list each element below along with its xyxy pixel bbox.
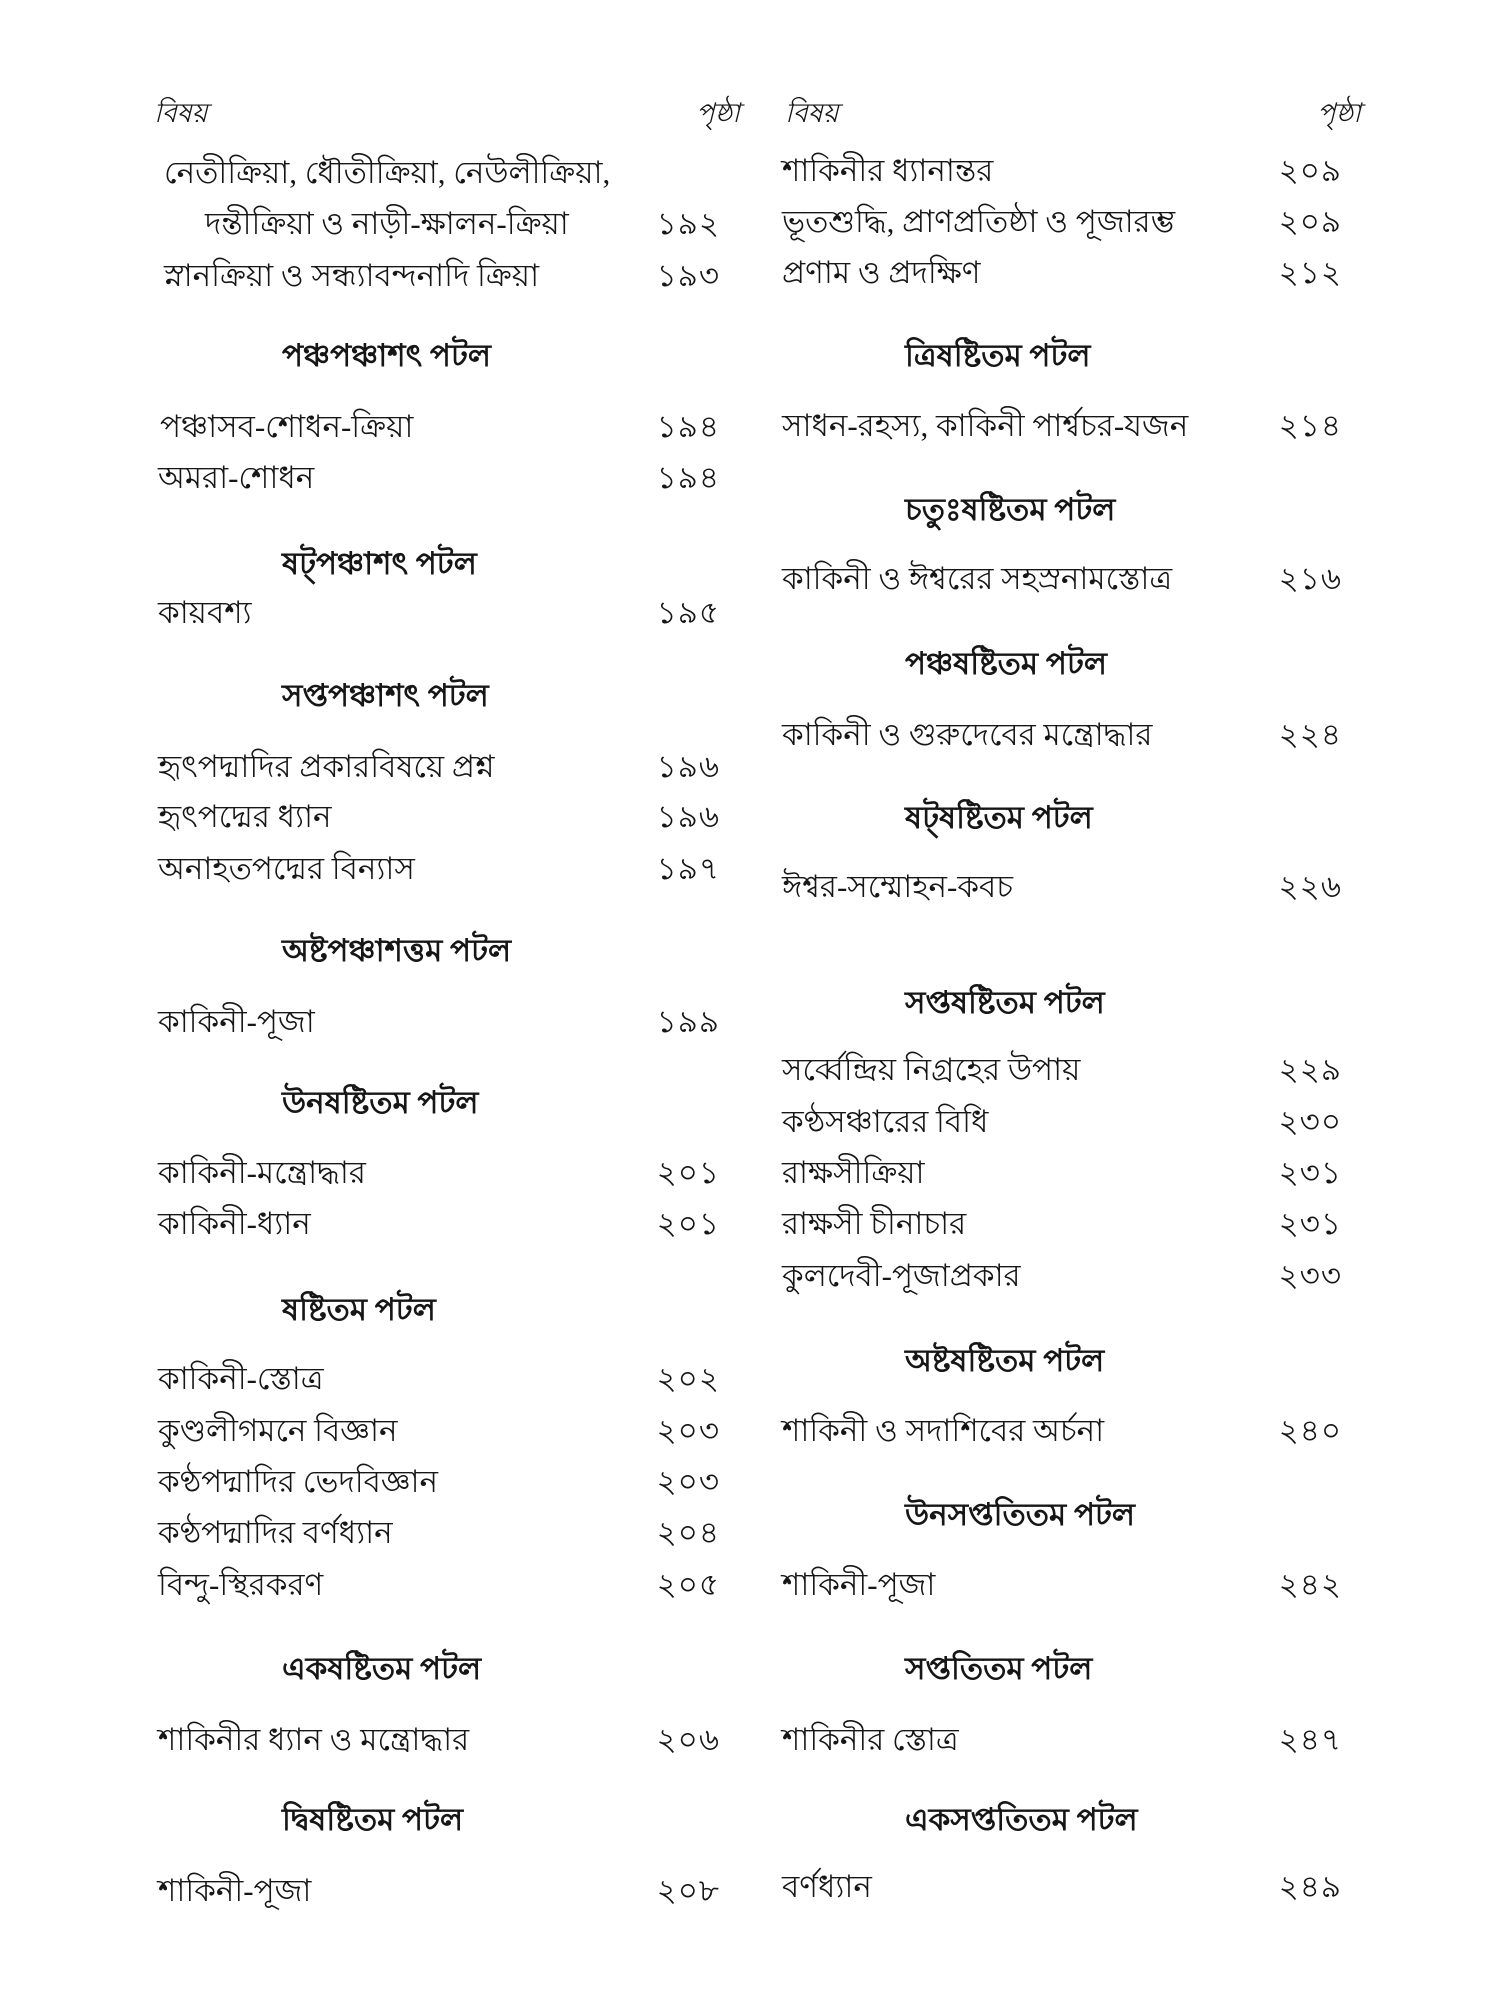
- section-heading: উনসপ্ততিতম পটল: [905, 1497, 1135, 1532]
- entry-title: কাকিনী-পূজা: [158, 1004, 315, 1039]
- toc-entry: [158, 256, 720, 296]
- entry-title: কাকিনী ও ঈশ্বরের সহস্রনামস্তোত্র: [782, 561, 1173, 596]
- entry-title: পঞ্চাসব-শোধন-ক্রিয়া: [160, 409, 414, 444]
- toc-entry: [782, 1153, 1342, 1193]
- toc-entry-line: [158, 204, 720, 244]
- entry-title: কাকিনী ও গুরুদেবের মন্ত্রোদ্ধার: [782, 717, 1153, 752]
- toc-entry: [782, 1204, 1342, 1244]
- entry-page-number: ২৩০: [1278, 1104, 1342, 1139]
- entry-page-number: ২৩১: [1278, 1155, 1342, 1190]
- toc-entry: [158, 1871, 720, 1911]
- entry-title: রাক্ষসীক্রিয়া: [782, 1155, 925, 1190]
- toc-entry: [158, 458, 720, 498]
- entry-title: সর্ব্বেন্দ্রিয় নিগ্রহের উপায়: [782, 1052, 1081, 1087]
- toc-entry: [782, 202, 1342, 242]
- toc-entry: [158, 593, 720, 633]
- entry-page-number: ২২৯: [1278, 1052, 1342, 1087]
- entry-title: শাকিনীর ধ্যানান্তর: [782, 153, 994, 188]
- entry-page-number: ২০৪: [656, 1515, 720, 1550]
- toc-entry: [782, 1867, 1342, 1907]
- toc-entry: [782, 1720, 1342, 1760]
- entry-page-number: ২৩৩: [1278, 1258, 1342, 1293]
- entry-page-number: ২০২: [656, 1361, 720, 1396]
- toc-entry: [782, 151, 1342, 191]
- entry-title: অনাহতপদ্মের বিন্যাস: [158, 851, 415, 886]
- entry-page-number: ২৪০: [1278, 1413, 1342, 1448]
- toc-entry: [158, 1359, 720, 1399]
- toc-entry: [158, 1411, 720, 1451]
- entry-page-number: ২৪৭: [1278, 1722, 1342, 1757]
- entry-title: কাকিনী-মন্ত্রোদ্ধার: [158, 1155, 366, 1190]
- toc-entry: [782, 253, 1342, 293]
- entry-page-number: ১৯৬: [656, 799, 720, 834]
- entry-title: বর্ণধ্যান: [782, 1869, 872, 1904]
- entry-page-number: ২১৪: [1278, 408, 1342, 443]
- entry-page-number: ২১২: [1278, 255, 1342, 290]
- column-header: [154, 93, 740, 133]
- toc-entry-line: [158, 153, 720, 193]
- section-heading: পঞ্চষষ্টিতম পটল: [905, 646, 1107, 681]
- entry-page-number: ২০১: [656, 1206, 720, 1241]
- section-heading: সপ্তপঞ্চাশৎ পটল: [282, 678, 489, 713]
- toc-entry: [158, 747, 720, 787]
- column-header-subject: বিষয়: [785, 98, 839, 128]
- toc-entry: [782, 1256, 1342, 1296]
- entry-title: কায়বশ্য: [158, 595, 252, 630]
- toc-entry: [158, 1002, 720, 1042]
- entry-title: নেতীক্রিয়া, ধৌতীক্রিয়া, নেউলীক্রিয়া,: [164, 155, 611, 190]
- entry-page-number: ১৯৪: [656, 460, 720, 495]
- entry-page-number: ১৯৯: [656, 1004, 720, 1039]
- toc-entry: [782, 867, 1342, 907]
- entry-title: কণ্ঠসঞ্চারের বিধি: [782, 1104, 989, 1139]
- entry-page-number: ২০৯: [1278, 204, 1342, 239]
- entry-page-number: ২০৯: [1278, 153, 1342, 188]
- entry-title: কুণ্ডলীগমনে বিজ্ঞান: [158, 1413, 398, 1448]
- section-heading: অষ্টষষ্টিতম পটল: [905, 1343, 1105, 1378]
- entry-title: হৃৎপদ্মের ধ্যান: [158, 799, 332, 834]
- right-column: [750, 0, 1500, 2000]
- entry-title: ঈশ্বর-সম্মোহন-কবচ: [782, 869, 1014, 904]
- toc-entry: [782, 1411, 1342, 1451]
- entry-page-number: ২২৪: [1278, 717, 1342, 752]
- section-heading: অষ্টপঞ্চাশত্তম পটল: [282, 933, 512, 968]
- toc-entry: [158, 1153, 720, 1193]
- section-heading: একসপ্ততিতম পটল: [905, 1802, 1138, 1837]
- entry-page-number: ২০৫: [656, 1567, 720, 1602]
- entry-page-number: ২০৩: [656, 1413, 720, 1448]
- toc-entry: [782, 715, 1342, 755]
- column-header-subject: বিষয়: [154, 98, 208, 128]
- entry-page-number: ২৩১: [1278, 1206, 1342, 1241]
- toc-entry: [158, 407, 720, 447]
- section-heading: সপ্ততিতম পটল: [905, 1651, 1093, 1686]
- entry-page-number: ২৪২: [1278, 1567, 1342, 1602]
- toc-entry: [158, 1720, 720, 1760]
- toc-entry: [158, 849, 720, 889]
- toc-entry: [158, 797, 720, 837]
- entry-title: শাকিনীর স্তোত্র: [782, 1722, 959, 1757]
- toc-entry: [158, 1204, 720, 1244]
- entry-title: কণ্ঠপদ্মাদির বর্ণধ্যান: [158, 1515, 393, 1550]
- toc-entry: [782, 406, 1342, 446]
- column-header: [785, 93, 1361, 133]
- section-heading: চতুঃষষ্টিতম পটল: [905, 492, 1116, 527]
- entry-page-number: ১৯৪: [656, 409, 720, 444]
- entry-title: প্রণাম ও প্রদক্ষিণ: [782, 255, 981, 290]
- entry-title: কাকিনী-স্তোত্র: [158, 1361, 324, 1396]
- section-heading: পঞ্চপঞ্চাশৎ পটল: [282, 338, 491, 373]
- entry-page-number: ১৯৭: [656, 851, 720, 886]
- entry-title: দন্তীক্রিয়া ও নাড়ী-ক্ষালন-ক্রিয়া: [205, 206, 569, 241]
- entry-page-number: ১৯৩: [656, 258, 720, 293]
- entry-page-number: ২২৬: [1278, 869, 1342, 904]
- entry-title: শাকিনীর ধ্যান ও মন্ত্রোদ্ধার: [158, 1722, 470, 1757]
- toc-entry: [782, 1565, 1342, 1605]
- entry-title: শাকিনী-পূজা: [782, 1567, 936, 1602]
- entry-title: কাকিনী-ধ্যান: [158, 1206, 311, 1241]
- section-heading: সপ্তষষ্টিতম পটল: [905, 985, 1105, 1020]
- entry-page-number: ২০১: [656, 1155, 720, 1190]
- section-heading: উনষষ্টিতম পটল: [282, 1085, 479, 1120]
- entry-title: কণ্ঠপদ্মাদির ভেদবিজ্ঞান: [158, 1464, 439, 1499]
- toc-entry: [158, 1565, 720, 1605]
- section-heading: ত্রিষষ্টিতম পটল: [905, 338, 1091, 373]
- section-heading: একষষ্টিতম পটল: [282, 1651, 482, 1686]
- entry-title: রাক্ষসী চীনাচার: [782, 1206, 967, 1241]
- column-header-page: পৃষ্ঠা: [1317, 98, 1361, 128]
- toc-entry: [782, 1102, 1342, 1142]
- entry-title: ভূতশুদ্ধি, প্রাণপ্রতিষ্ঠা ও পূজারম্ভ: [782, 204, 1176, 239]
- entry-title: স্নানক্রিয়া ও সন্ধ্যাবন্দনাদি ক্রিয়া: [164, 258, 540, 293]
- toc-entry: [782, 559, 1342, 599]
- entry-page-number: ২৪৯: [1278, 1869, 1342, 1904]
- entry-page-number: ২১৬: [1278, 561, 1342, 596]
- entry-page-number: ২০৮: [656, 1873, 720, 1908]
- entry-title: সাধন-রহস্য, কাকিনী পার্শ্বচর-যজন: [782, 408, 1189, 443]
- entry-title: শাকিনী ও সদাশিবের অর্চনা: [782, 1413, 1105, 1448]
- toc-entry: [158, 1462, 720, 1502]
- entry-title: বিন্দু-স্থিরকরণ: [158, 1567, 324, 1602]
- column-header-page: পৃষ্ঠা: [696, 98, 740, 128]
- toc-entry: [782, 1050, 1342, 1090]
- toc-entry: [158, 1513, 720, 1553]
- entry-title: হৃৎপদ্মাদির প্রকারবিষয়ে প্রশ্ন: [158, 749, 495, 784]
- entry-page-number: ১৯৬: [656, 749, 720, 784]
- section-heading: ষট্‌ষষ্টিতম পটল: [905, 800, 1093, 835]
- entry-title: শাকিনী-পূজা: [158, 1873, 312, 1908]
- entry-page-number: ১৯২: [656, 206, 720, 241]
- entry-title: অমরা-শোধন: [158, 460, 315, 495]
- entry-page-number: ২০৬: [656, 1722, 720, 1757]
- section-heading: ষষ্টিতম পটল: [282, 1292, 436, 1327]
- entry-title: কুলদেবী-পূজাপ্রকার: [782, 1258, 1021, 1293]
- section-heading: ষট্‌পঞ্চাশৎ পটল: [282, 546, 477, 581]
- section-heading: দ্বিষষ্টিতম পটল: [282, 1802, 464, 1837]
- entry-page-number: ১৯৫: [656, 595, 720, 630]
- entry-page-number: ২০৩: [656, 1464, 720, 1499]
